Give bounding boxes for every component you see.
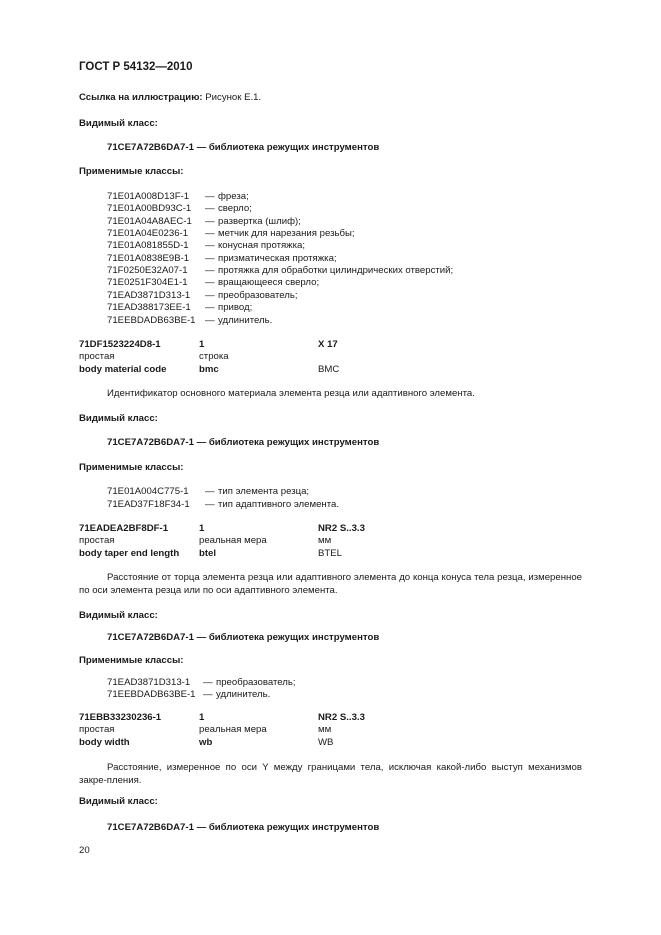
dash: — (205, 486, 215, 497)
applicable-class-code: 71F0250E32A07-1 (107, 265, 188, 277)
property-kind: простая (79, 535, 115, 547)
property-id: 71EBB33230236-1 (79, 712, 162, 723)
applicable-class-name: призматическая протяжка; (218, 252, 337, 264)
property-name: body width (79, 736, 130, 748)
visible-class-label: Видимый класс: (79, 413, 158, 424)
applicable-class-name: удлинитель. (218, 314, 273, 326)
applicable-class-name: развертка (шлиф); (218, 215, 301, 227)
applicable-class-name: удлинитель. (216, 689, 271, 701)
applicable-class-code: 71E01A04E0236-1 (107, 228, 189, 240)
property-unit: мм (318, 535, 332, 547)
applicable-classes-label: Применимые классы: (79, 655, 184, 666)
property-unit: мм (318, 724, 332, 736)
applicable-class-code: 71EAD3871D313-1 (107, 289, 191, 301)
dash: — (205, 277, 215, 289)
applicable-class-name: фреза; (218, 191, 249, 202)
property-short-name: btel (199, 547, 217, 559)
property-description: Расстояние, измеренное по оси Y между границами тела, исключая какой-либо выступ механизмов закре-пления. (79, 762, 582, 786)
applicable-class-code: 71EEBDADB63BE-1 (107, 689, 196, 701)
property-count: 1 (199, 712, 205, 723)
property-short-name: bmc (199, 363, 219, 375)
property-short-name: wb (199, 736, 213, 748)
dash: — (205, 228, 215, 240)
property-kind: простая (79, 351, 115, 363)
dash: — (205, 240, 215, 252)
property-id: 71EADEA2BF8DF-1 (79, 523, 169, 534)
applicable-class-code: 71E01A081855D-1 (107, 240, 189, 252)
applicable-class-code: 71EAD3871D313-1 (107, 677, 191, 688)
applicable-classes-label: Применимые классы: (79, 462, 184, 473)
visible-class: 71CE7A72B6DA7-1 — библиотека режущих инструментов (107, 437, 380, 448)
property-code: BMC (318, 363, 340, 375)
visible-class: 71CE7A72B6DA7-1 — библиотека режущих инструментов (107, 632, 380, 643)
property-name: body material code (79, 363, 167, 375)
property-format: X 17 (318, 339, 338, 350)
applicable-class-name: преобразователь; (216, 677, 296, 688)
property-count: 1 (199, 523, 205, 534)
applicable-class-code: 71E01A008D13F-1 (107, 191, 190, 202)
property-description: Расстояние от торца элемента резца или адаптивного элемента до конца конуса тела резца, измеренное по оси элемента резца или по оси адаптивного элемента. (79, 572, 582, 596)
property-code: WB (318, 736, 334, 748)
property-name: body taper end length (79, 547, 180, 559)
applicable-class-code: 71E01A0838E9B-1 (107, 252, 190, 264)
property-type: реальная мера (199, 535, 267, 547)
applicable-class-code: 71E0251F304E1-1 (107, 277, 188, 289)
property-count: 1 (199, 339, 205, 350)
visible-class: 71CE7A72B6DA7-1 — библиотека режущих инструментов (107, 142, 380, 153)
applicable-class-name: конусная протяжка; (218, 240, 305, 252)
figure-reference-value: Рисунок Е.1. (205, 92, 262, 103)
figure-reference (79, 92, 261, 104)
applicable-class-code: 71EAD388173EE-1 (107, 302, 191, 314)
dash: — (205, 265, 215, 277)
dash: — (205, 498, 215, 510)
visible-class-label: Видимый класс: (79, 118, 158, 129)
page-header: ГОСТ Р 54132—2010 (79, 61, 193, 73)
applicable-class-name: вращающееся сверло; (218, 277, 320, 289)
visible-class-label: Видимый класс: (79, 796, 158, 807)
property-kind: простая (79, 724, 115, 736)
visible-class-label: Видимый класс: (79, 610, 158, 621)
dash: — (205, 289, 215, 301)
figure-reference-label: Ссылка на иллюстрацию: (79, 92, 203, 103)
dash: — (203, 677, 213, 688)
dash: — (205, 191, 215, 202)
applicable-class-code: 71EEBDADB63BE-1 (107, 314, 196, 326)
applicable-class-name: сверло; (218, 203, 252, 215)
dash: — (203, 689, 213, 701)
applicable-class-name: протяжка для обработки цилиндрических отверстий; (218, 265, 454, 277)
dash: — (205, 203, 215, 215)
applicable-classes-label: Применимые классы: (79, 166, 184, 177)
dash: — (205, 314, 215, 326)
dash: — (205, 252, 215, 264)
property-type: строка (199, 351, 229, 363)
property-format: NR2 S..3.3 (318, 712, 365, 723)
applicable-class-name: тип адаптивного элемента. (218, 498, 339, 510)
applicable-class-name: метчик для нарезания резьбы; (218, 228, 355, 240)
dash: — (205, 215, 215, 227)
applicable-class-code: 71E01A04A8AEC-1 (107, 215, 192, 227)
applicable-class-code: 71E01A00BD93C-1 (107, 203, 192, 215)
applicable-class-name: преобразователь; (218, 289, 298, 301)
visible-class: 71CE7A72B6DA7-1 — библиотека режущих инструментов (107, 822, 380, 833)
applicable-class-name: привод; (218, 302, 253, 314)
applicable-class-code: 71EAD37F18F34-1 (107, 498, 190, 510)
property-format: NR2 S..3.3 (318, 523, 365, 534)
property-code: BTEL (318, 547, 342, 559)
property-description: Идентификатор основного материала элемента резца или адаптивного элемента. (107, 388, 475, 399)
property-id: 71DF1523224D8-1 (79, 339, 161, 350)
property-type: реальная мера (199, 724, 267, 736)
applicable-class-code: 71E01A004C775-1 (107, 486, 189, 497)
page-number: 20 (79, 845, 90, 856)
dash: — (205, 302, 215, 314)
applicable-class-name: тип элемента резца; (218, 486, 310, 497)
